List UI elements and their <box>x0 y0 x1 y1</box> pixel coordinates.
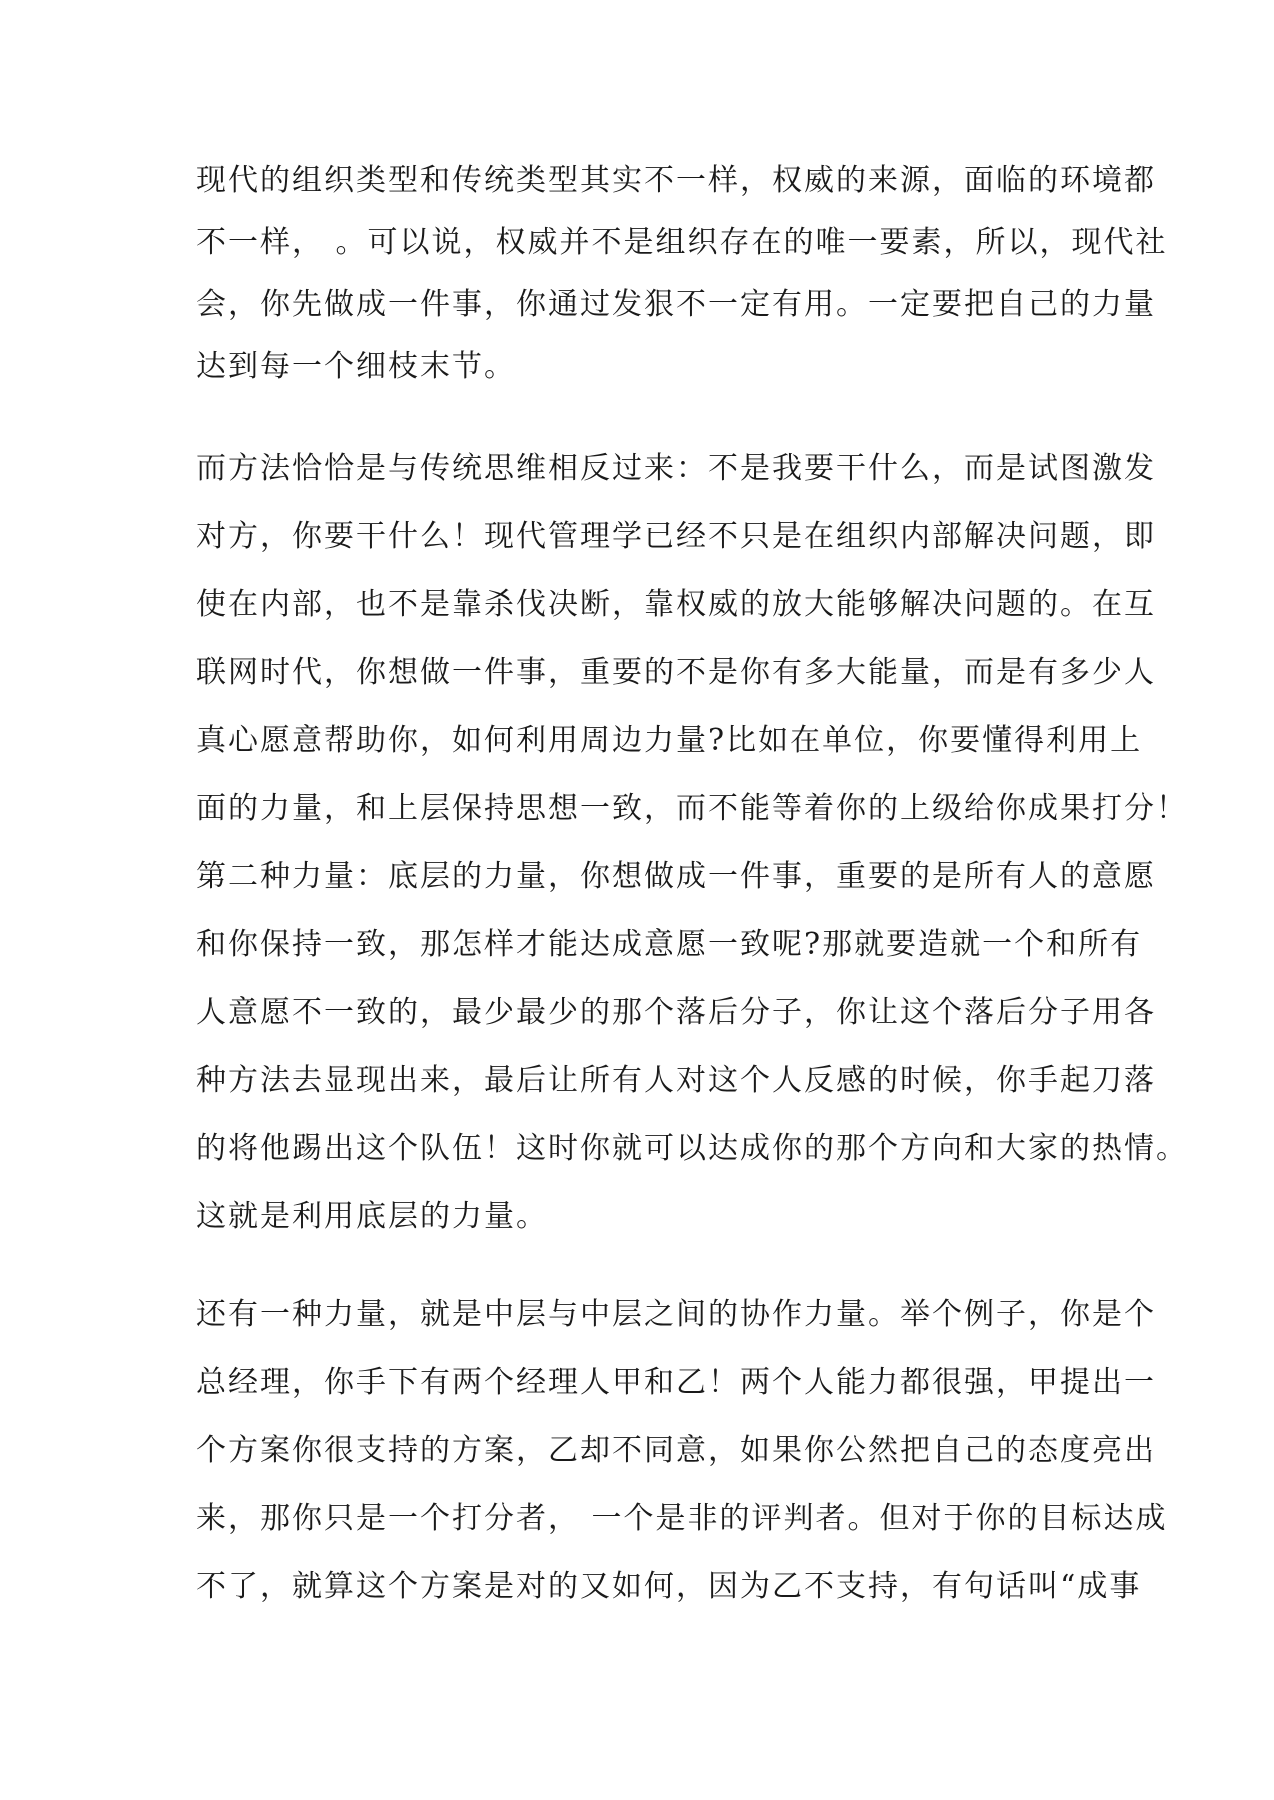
paragraph-3 <box>196 859 1188 1234</box>
text-line: 联网时代，你想做一件事，重要的不是你有多大能量，而是有多少人 <box>196 655 1156 690</box>
paragraph-1 <box>196 163 1168 384</box>
text-line: 现代的组织类型和传统类型其实不一样，权威的来源，面临的环境都 <box>196 163 1156 198</box>
text-line: 人意愿不一致的，最少最少的那个落后分子，你让这个落后分子用各 <box>196 995 1156 1030</box>
text-line: 第二种力量：底层的力量，你想做成一件事，重要的是所有人的意愿 <box>196 859 1156 894</box>
text-line: 面的力量，和上层保持思想一致，而不能等着你的上级给你成果打分！ <box>196 791 1188 826</box>
text-line: 对方，你要干什么！现代管理学已经不只是在组织内部解决问题，即 <box>196 519 1156 554</box>
document-body <box>196 163 1188 1604</box>
text-line: 这就是利用底层的力量。 <box>196 1199 548 1234</box>
text-line: 不一样， 。可以说，权威并不是组织存在的唯一要素，所以，现代社 <box>196 225 1168 260</box>
text-line: 的将他踢出这个队伍！这时你就可以达成你的那个方向和大家的热情。 <box>196 1131 1188 1166</box>
text-line: 而方法恰恰是与传统思维相反过来：不是我要干什么，而是试图激发 <box>196 451 1156 486</box>
text-line: 来，那你只是一个打分者， 一个是非的评判者。但对于你的目标达成 <box>196 1501 1168 1536</box>
text-line: 总经理，你手下有两个经理人甲和乙！两个人能力都很强，甲提出一 <box>196 1365 1156 1400</box>
text-line: 达到每一个细枝末节。 <box>196 349 516 384</box>
text-line: 不了，就算这个方案是对的又如何，因为乙不支持，有句话叫“成事 <box>196 1569 1142 1604</box>
text-line: 使在内部，也不是靠杀伐决断，靠权威的放大能够解决问题的。在互 <box>196 587 1156 622</box>
text-line: 真心愿意帮助你，如何利用周边力量?比如在单位，你要懂得利用上 <box>196 723 1143 758</box>
paragraph-2 <box>196 451 1188 826</box>
text-line: 和你保持一致，那怎样才能达成意愿一致呢?那就要造就一个和所有 <box>196 927 1143 962</box>
text-line: 种方法去显现出来，最后让所有人对这个人反感的时候，你手起刀落 <box>196 1063 1156 1098</box>
paragraph-4 <box>196 1297 1168 1604</box>
text-line: 会，你先做成一件事，你通过发狠不一定有用。一定要把自己的力量 <box>196 287 1156 322</box>
text-line: 个方案你很支持的方案，乙却不同意，如果你公然把自己的态度亮出 <box>196 1433 1156 1468</box>
text-line: 还有一种力量，就是中层与中层之间的协作力量。举个例子，你是个 <box>196 1297 1156 1332</box>
